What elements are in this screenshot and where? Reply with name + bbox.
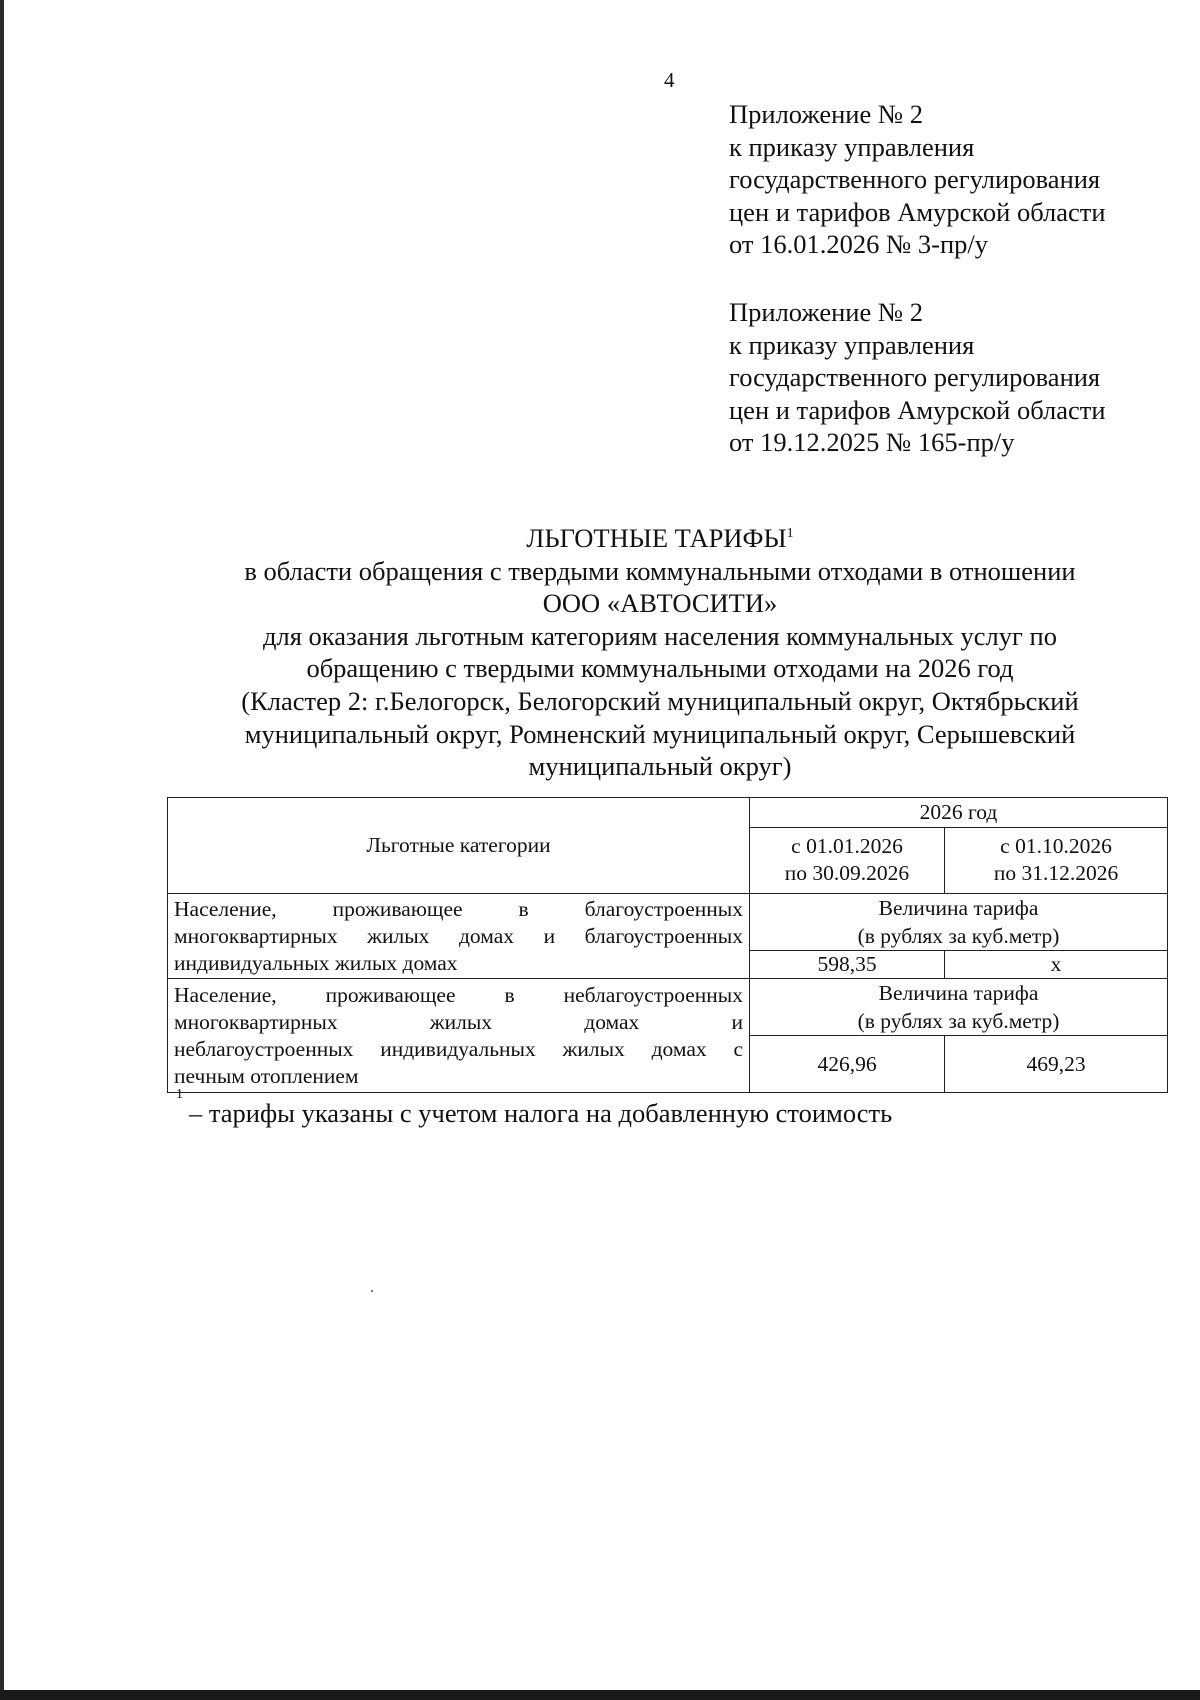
scan-speck [371,1290,373,1292]
appendix-line: государственного регулирования [729,164,1101,195]
appendix-line: от 16.01.2026 № 3-пр/у [729,229,989,260]
category-line: Население, проживающее в благоустроенных [174,896,743,921]
appendix-line: к приказу управления [729,131,975,162]
tariff-table [167,797,1168,1093]
appendix-line: цен и тарифов Амурской области [729,196,1106,227]
period-to: по 31.12.2026 [993,861,1119,886]
table-row [168,894,1168,951]
period-from: с 01.01.2026 [791,834,903,859]
footnote [176,1087,893,1129]
appendix-line: Приложение № 2 [729,297,924,327]
tariff-label: Величина тарифа [878,896,1039,920]
tariff-value: 598,35 [750,951,945,979]
tariff-value: 426,96 [750,1036,945,1093]
header-period-1 [750,827,945,893]
scan-border-bottom [0,1690,1200,1700]
title-line: в области обращения с твердыми коммунальными отходами в отношении [244,555,1076,586]
appendix-line: цен и тарифов Амурской области [729,394,1106,425]
tariff-label-cell [750,894,1168,951]
header-category: Льготные категории [168,798,750,894]
tariff-value: х [945,951,1168,979]
appendix-line: Приложение № 2 [729,99,924,129]
title-main-text: ЛЬГОТНЫЕ ТАРИФЫ [526,523,787,553]
title-line: обращению с твердыми коммунальными отходами на 2026 год [306,653,1014,684]
header-year: 2026 год [750,798,1168,828]
tariff-label-cell [750,979,1168,1036]
header-period-2 [945,827,1168,893]
table-header-row [168,798,1168,828]
period-from: с 01.10.2026 [1000,834,1112,859]
table-row [168,979,1168,1036]
page-number: 4 [664,68,675,92]
period-to: по 30.09.2026 [784,861,910,886]
category-line: многоквартирных жилых домах и [174,1009,743,1034]
row-category [168,979,750,1093]
row-category [168,894,750,979]
tariff-unit: (в рублях за куб.метр) [857,1009,1060,1033]
title-footnote-mark: 1 [786,526,794,542]
footnote-mark: 1 [176,1087,183,1102]
category-line: многоквартирных жилых домах и благоустроенных [174,923,743,948]
title-line: (Кластер 2: г.Белогорск, Белогорский муниципальный округ, Октябрьский [241,685,1079,716]
title-line: муниципальный округ) [528,751,792,782]
appendix-line: от 19.12.2025 № 165-пр/у [729,427,1015,458]
title-line: для оказания льготным категориям населения коммунальных услуг по [263,620,1057,651]
appendix-line: государственного регулирования [729,362,1101,393]
appendix-line: к приказу управления [729,329,975,360]
document-title [180,522,1140,555]
tariff-label: Величина тарифа [878,981,1039,1005]
appendix-note-current [729,98,1179,261]
footnote-text: – тарифы указаны с учетом налога на добавленную стоимость [189,1097,893,1128]
category-line: Население, проживающее в неблагоустроенных [174,982,743,1007]
document-title-block [180,522,1140,783]
title-line: муниципальный округ, Ромненский муниципальный округ, Серышевский [244,718,1076,749]
tariff-value: 469,23 [945,1036,1168,1093]
category-line: неблагоустроенных индивидуальных жилых домах с [174,1036,743,1061]
category-line: индивидуальных жилых домах [174,950,458,975]
category-line: печным отоплением [174,1063,359,1088]
title-line: ООО «АВТОСИТИ» [542,588,778,619]
tariff-unit: (в рублях за куб.метр) [857,924,1060,948]
appendix-note-original [729,296,1179,459]
scan-border-left [0,0,4,1700]
